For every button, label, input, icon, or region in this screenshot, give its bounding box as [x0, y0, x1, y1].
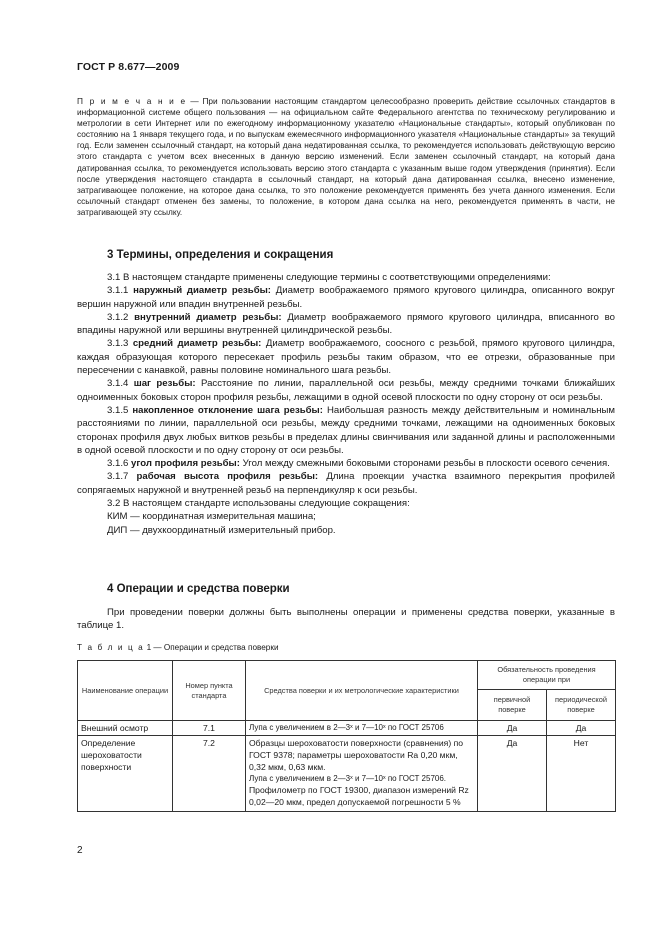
table-caption: Т а б л и ц а 1 — Операции и средства поверки	[77, 643, 279, 652]
section-4-heading: 4 Операции и средства поверки	[107, 583, 290, 595]
note-paragraph	[77, 96, 615, 218]
term-3-1-7: 3.1.7 рабочая высота профиля резьбы: Длина проекции участка взаимного перекрытия профилей сопрягаемых наружной и внутренней резьб на перпендикуляр к оси резьбы.	[77, 471, 615, 496]
cell-operation: Внешний осмотр	[78, 721, 173, 736]
cell-item: 7.2	[173, 736, 246, 812]
cell-periodic: Да	[547, 721, 616, 736]
term-3-1-2: 3.1.2 внутренний диаметр резьбы: Диаметр воображаемого прямого кругового цилиндра, вписанного во впадины наружной или вершины внутренней цилиндрической резьбы.	[77, 311, 615, 337]
table-row	[78, 721, 616, 736]
abbr-kim: КИМ — координатная измерительная машина;	[107, 511, 316, 523]
header-mandatory: Обязательность проведения операции при	[478, 661, 616, 690]
cell-means: Лупа с увеличением в 2—3ˣ и 7—10ˣ по ГОСТ 25706	[246, 721, 478, 736]
section-4-intro: При проведении поверки должны быть выполнены операции и применены средства поверки, указанные в таблице 1.	[77, 607, 615, 632]
cell-operation: Определение шероховатости поверхности	[78, 736, 173, 812]
means-samples: Образцы шероховатости поверхности (сравнения) по ГОСТ 9378; параметры шероховатости Ra 0,20 мкм, 0,32 мкм, 0,63 мкм.	[249, 738, 464, 772]
header-primary: первичной поверке	[478, 690, 547, 721]
cell-primary: Да	[478, 721, 547, 736]
header-means: Средства поверки и их метрологические характеристики	[246, 661, 478, 721]
note-text: — При пользовании настоящим стандартом целесообразно проверить действие ссылочных стандартов в информационной системе общего пользования — на официальном сайте Федерального агентства по техническому регулированию и метрологии в сети Интернет или по ежегодному информационному указателю «Национальные стандарты», который опубликован по состоянию на 1 января текущего года, и по выпускам ежемесячного информационного указателя «Национальные стандарты» за текущий год. Если заменен ссылочный стандарт, на который дана недатированная ссылка, то рекомендуется использовать действующую версию этого стандарта с учетом всех внесенных в данную версию изменений. Если заменен ссылочный стандарт, на который дана датированная ссылка, то рекомендуется использовать версию этого стандарта с указанным выше годом утверждения (принятия). Если после утверждения настоящего стандарта в ссылочный стандарт, на который дана датированная ссылка, внесено изменение, затрагивающее положение, на которое дана ссылка, то это положение рекомендуется применять без учета данного изменения. Если ссылочный стандарт отменен без замены, то положение, в котором дана ссылка на него, рекомендуется применять в части, не затрагивающей эту ссылку.	[77, 96, 615, 217]
header-item-number: Номер пункта стандарта	[173, 661, 246, 721]
term-3-1-6: 3.1.6 угол профиля резьбы: Угол между смежными боковыми сторонами резьбы в плоскости осевого сечения.	[107, 458, 610, 470]
section-3-body	[77, 271, 615, 537]
abbr-dip: ДИП — двухкоординатный измерительный прибор.	[107, 524, 336, 536]
header-operation-name: Наименование операции	[78, 661, 173, 721]
section-4-body	[77, 606, 615, 633]
cell-item: 7.1	[173, 721, 246, 736]
term-3-1-3: 3.1.3 средний диаметр резьбы: Диаметр воображаемого, соосного с резьбой, прямого кругового цилиндра, каждая образующая которого пересекает профиль резьбы таким образом, что ее отрезки, образованные при пересечении с канавкой, равны половине номинального шага резьбы.	[77, 338, 615, 377]
para-3-1: 3.1 В настоящем стандарте применены следующие термины с соответствующими определениями:	[107, 272, 551, 283]
term-3-1-1: 3.1.1 наружный диаметр резьбы: Диаметр воображаемого прямого кругового цилиндра, описанного вокруг вершин наружной или впадин внутренней резьбы.	[77, 285, 616, 310]
cell-primary: Да	[478, 736, 547, 812]
page-number: 2	[77, 845, 83, 856]
term-3-1-5: 3.1.5 накопленное отклонение шага резьбы: Наибольшая разность между действительным и номинальным расстояниями по линии, параллельной оси резьбы, между средними точками, лежащими на одноименных боковых сторонах профиля двух любых витков резьбы в пределах длины свинчивания или заданной длины и расположенными в одной осевой плоскости и по одну сторону от оси резьбы.	[77, 404, 616, 456]
means-profilometer: Профилометр по ГОСТ 19300, диапазон измерений Rz 0,02—20 мкм, предел допускаемой погрешности 5 %	[249, 785, 469, 807]
cell-means	[246, 736, 478, 812]
term-3-1-4: 3.1.4 шаг резьбы: Расстояние по линии, параллельной оси резьбы, между средними точками ближайших одноименных боковых сторон профиля резьбы, лежащими в одной осевой плоскости по одну сторону от оси резьбы.	[77, 378, 615, 403]
cell-periodic: Нет	[547, 736, 616, 812]
verification-table	[77, 660, 616, 812]
table-row	[78, 736, 616, 812]
section-3-heading: 3 Термины, определения и сокращения	[107, 249, 334, 261]
page-header: ГОСТ Р 8.677—2009	[77, 61, 180, 73]
note-label: П р и м е ч а н и е	[77, 96, 187, 106]
header-periodic: периодической поверке	[547, 690, 616, 721]
para-3-2: 3.2 В настоящем стандарте использованы следующие сокращения:	[107, 498, 410, 510]
means-magnifier: Лупа с увеличением в 2—3ˣ и 7—10ˣ по ГОСТ 25706.	[249, 774, 447, 784]
